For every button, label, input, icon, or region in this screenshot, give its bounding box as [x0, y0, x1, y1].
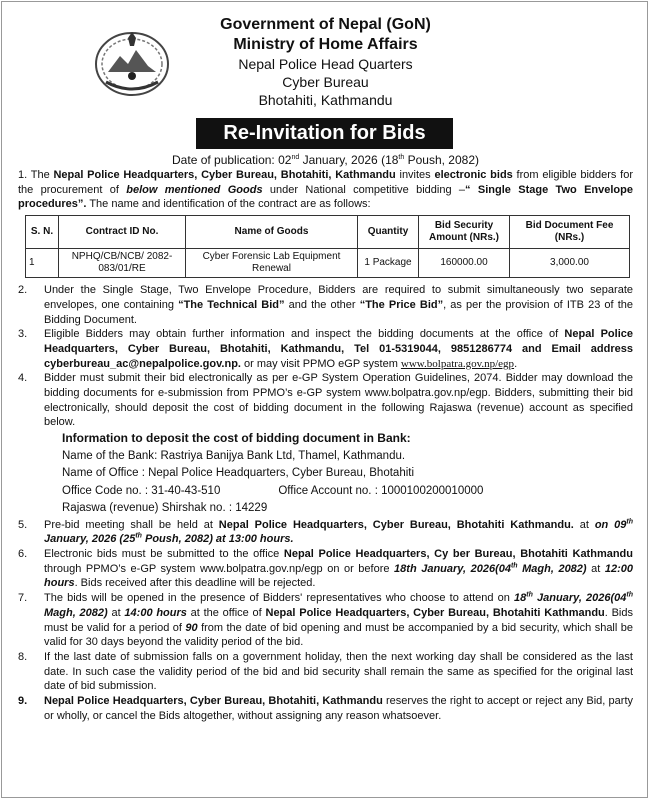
paragraph-2: 2. Under the Single Stage, Two Envelope Procedure, Bidders are required to submit simultaneously two separate envelopes, one containing “The Technical Bid” and the other “The Price Bid”, as per the provision of ITB 23 of the Bidding Document. [18, 284, 634, 326]
cell-doc-fee: 3,000.00 [510, 249, 630, 278]
paragraph-3: 3. Eligible Bidders may obtain further information and inspect the bidding documents at the office of Nepal Police Headquarters, Cyber Bureau, Bhotahiti, Kathmandu, Tel 01-5319044, 9851286774 and Email address cyberbureau_ac@nepalpolice.gov.np. or may visit PPMO eGP system www.bolpatra.gov.np/egp. [18, 328, 633, 370]
cell-goods: Cyber Forensic Lab Equipment Renewal [186, 249, 358, 278]
paragraph-1: 1. The Nepal Police Headquarters, Cyber Bureau, Bhotahiti, Kathmandu invites electronic bids from eligible bidders for the procurement of below mentioned Goods under National competitive bidding –“ Single Stage Two Envelope procedures”. The name and identification of the contract are as follows: [18, 169, 634, 211]
office-name-line: Name of Office : Nepal Police Headquarters, Cyber Bureau, Bhotahiti [62, 467, 415, 480]
cell-quantity: 1 Package [358, 249, 419, 278]
publication-date: Date of publication: 02nd January, 2026 (18th Poush, 2082) [172, 153, 479, 167]
paragraph-7: 7. The bids will be opened in the presence of Bidders' representatives who choose to attend on 18th January, 2026(04th Magh, 2082) at 14:00 hours at the office of Nepal Police Headquarters, Cyber Bureau, Bhotahiti Kathmandu. Bids must be valid for a period of 90 from the date of bid opening and must be accompanied by a bid security, which shall be valid for 30 days beyond the validity period of the bid. [18, 591, 633, 649]
contract-table [25, 215, 630, 278]
paragraph-5: 5. Pre-bid meeting shall be held at Nepal Police Headquarters, Cyber Bureau, Bhotahiti Kathmandu. at on 09th January, 2026 (25th Poush, 2082) at 13:00 hours. [18, 517, 633, 546]
paragraph-6: 6. Electronic bids must be submitted to the office Nepal Police Headquarters, Cy ber Bureau, Bhotahiti Kathmandu through PPMO’s e-GP system www.bolpatra.gov.np/egp on or before 18th January, 2026(04th Magh, 2082) at 12:00 hours. Bids received after this deadline will be rejected. [18, 548, 634, 590]
shirshak-line: Rajaswa (revenue) Shirshak no. : 14229 [62, 502, 268, 515]
bank-info-title: Information to deposit the cost of bidding document in Bank: [62, 431, 411, 446]
col-doc-fee: Bid Document Fee (NRs.) [510, 216, 630, 249]
table-header-row [26, 216, 630, 249]
paragraph-8: 8. If the last date of submission falls on a government holiday, then the next working day shall be considered as the last date. In such case the validity period of the bid and bid security shall remain the same as specified for the original last date of bid submission. [18, 650, 633, 693]
table-row [26, 249, 630, 278]
notice-title: Re-Invitation for Bids [196, 118, 453, 149]
bureau-name: Cyber Bureau [282, 74, 369, 90]
bank-info [62, 430, 633, 518]
office-code-line: Office Code no. : 31-40-43-510 Office Account no. : 1000100200010000 [62, 484, 484, 497]
col-goods: Name of Goods [186, 216, 358, 249]
header [0, 15, 651, 109]
col-bid-security: Bid Security Amount (NRs.) [419, 216, 510, 249]
bank-name-line: Name of the Bank: Rastriya Banijya Bank Ltd, Thamel, Kathmandu. [62, 449, 406, 462]
ministry-name: Ministry of Home Affairs [233, 36, 418, 53]
paragraph-9: 9. Nepal Police Headquarters, Cyber Bureau, Bhotahiti, Kathmandu reserves the right to accept or reject any Bid, party or wholly, or cancel the Bids altogether, without assigning any reason whatsoever. [18, 695, 634, 722]
office-address: Bhotahiti, Kathmandu [258, 92, 393, 108]
paragraph-4: 4. Bidder must submit their bid electronically as per e-GP System Operation Guidelines, 2074. Bidder may download the bidding documents for e-submission from PPMO’s e-GP system www.bolpatra.gov.np/egp. Bidders, submitting their bid electronically, should deposit the cost of bidding document in the following Rajaswa (revenue) account as specified below. [18, 372, 633, 429]
cell-sn: 1 [26, 249, 59, 278]
cell-contract-id: NPHQ/CB/NCB/ 2082-083/01/RE [59, 249, 186, 278]
col-contract-id: Contract ID No. [59, 216, 186, 249]
col-quantity: Quantity [358, 216, 419, 249]
egp-link[interactable]: www.bolpatra.gov.np/egp [400, 357, 515, 370]
cell-bid-security: 160000.00 [419, 249, 510, 278]
gov-name: Government of Nepal (GoN) [220, 16, 431, 33]
office-name: Nepal Police Head Quarters [238, 56, 413, 72]
col-sn: S. N. [26, 216, 59, 249]
notice-body [18, 168, 633, 723]
